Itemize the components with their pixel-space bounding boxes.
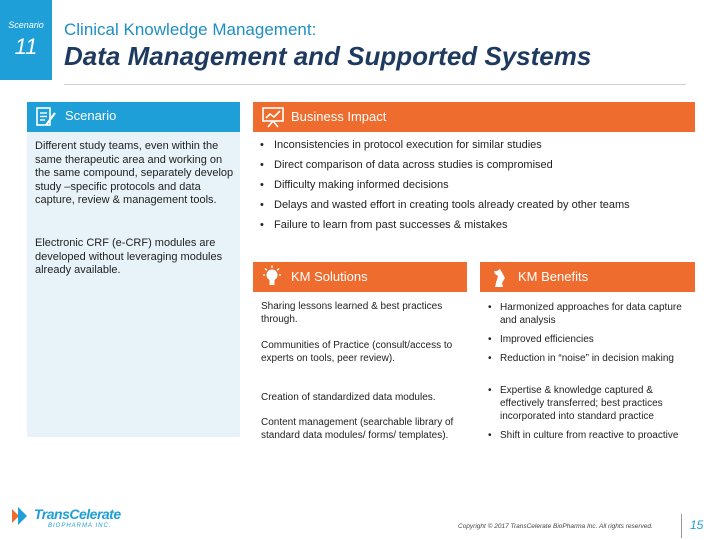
- transcelerate-logo: [10, 505, 140, 533]
- page-subtitle: Clinical Knowledge Management:: [64, 20, 317, 39]
- chart-presentation-icon: [261, 106, 285, 128]
- page-number: 15: [690, 518, 704, 532]
- list-item: • Inconsistencies in protocol execution for similar studies: [260, 138, 690, 158]
- lightbulb-icon: [261, 265, 283, 289]
- benefit-item: • Reduction in “noise” in decision making: [488, 352, 690, 365]
- benefit-item: • Harmonized approaches for data capture and analysis: [488, 301, 690, 327]
- scenario-heading-label: Scenario: [65, 108, 117, 123]
- business-impact-heading: [253, 102, 695, 132]
- solution-item: Sharing lessons learned & best practices through.: [261, 301, 443, 325]
- logo-subtitle: BIOPHARMA INC.: [48, 523, 112, 529]
- chess-piece-icon: [489, 266, 509, 288]
- list-item: • Difficulty making informed decisions: [260, 178, 690, 198]
- scenario-badge-label: Scenario: [8, 20, 44, 30]
- benefit-item: • Improved efficiencies: [488, 333, 690, 346]
- benefit-item: • Shift in culture from reactive to proactive: [488, 429, 690, 442]
- scenario-number: 11: [14, 34, 38, 59]
- list-item: • Delays and wasted effort in creating tools already created by other teams: [260, 198, 690, 218]
- scenario-paragraph: Different study teams, even within the same therapeutic area and working on the same compound, separately develop study –specific protocols and data capture, review & management tools.: [35, 140, 234, 206]
- copyright-notice: Copyright © 2017 TransCelerate BioPharma Inc. All rights reserved.: [458, 523, 653, 530]
- solution-item: Creation of standardized data modules.: [261, 392, 436, 403]
- logo-arrows-icon: [10, 505, 30, 527]
- header-divider: [64, 84, 686, 85]
- scenario-heading: [27, 102, 240, 132]
- km-benefits-label: KM Benefits: [518, 269, 589, 284]
- list-item: • Failure to learn from past successes & mistakes: [260, 218, 690, 238]
- km-benefits-heading: [480, 262, 695, 292]
- solution-item: Communities of Practice (consult/access to experts on tools, peer review).: [261, 340, 453, 364]
- list-item: • Direct comparison of data across studies is compromised: [260, 158, 690, 178]
- page-title: Data Management and Supported Systems: [64, 41, 592, 71]
- benefit-item: • Expertise & knowledge captured & effectively transferred; best practices incorporated into standard practice: [488, 384, 690, 423]
- km-solutions-label: KM Solutions: [291, 269, 368, 284]
- scenario-paragraph: Electronic CRF (e-CRF) modules are developed without leveraging modules already available.: [35, 237, 223, 276]
- km-solutions-heading: [253, 262, 467, 292]
- footer-divider: [681, 514, 682, 538]
- logo-name: TransCelerate: [34, 506, 121, 522]
- scenario-badge: [0, 0, 52, 80]
- solution-item: Content management (searchable library of standard data modules/ forms/ templates).: [261, 417, 454, 441]
- business-impact-label: Business Impact: [291, 109, 387, 124]
- document-pencil-icon: [35, 106, 57, 128]
- business-impact-list: [260, 138, 690, 238]
